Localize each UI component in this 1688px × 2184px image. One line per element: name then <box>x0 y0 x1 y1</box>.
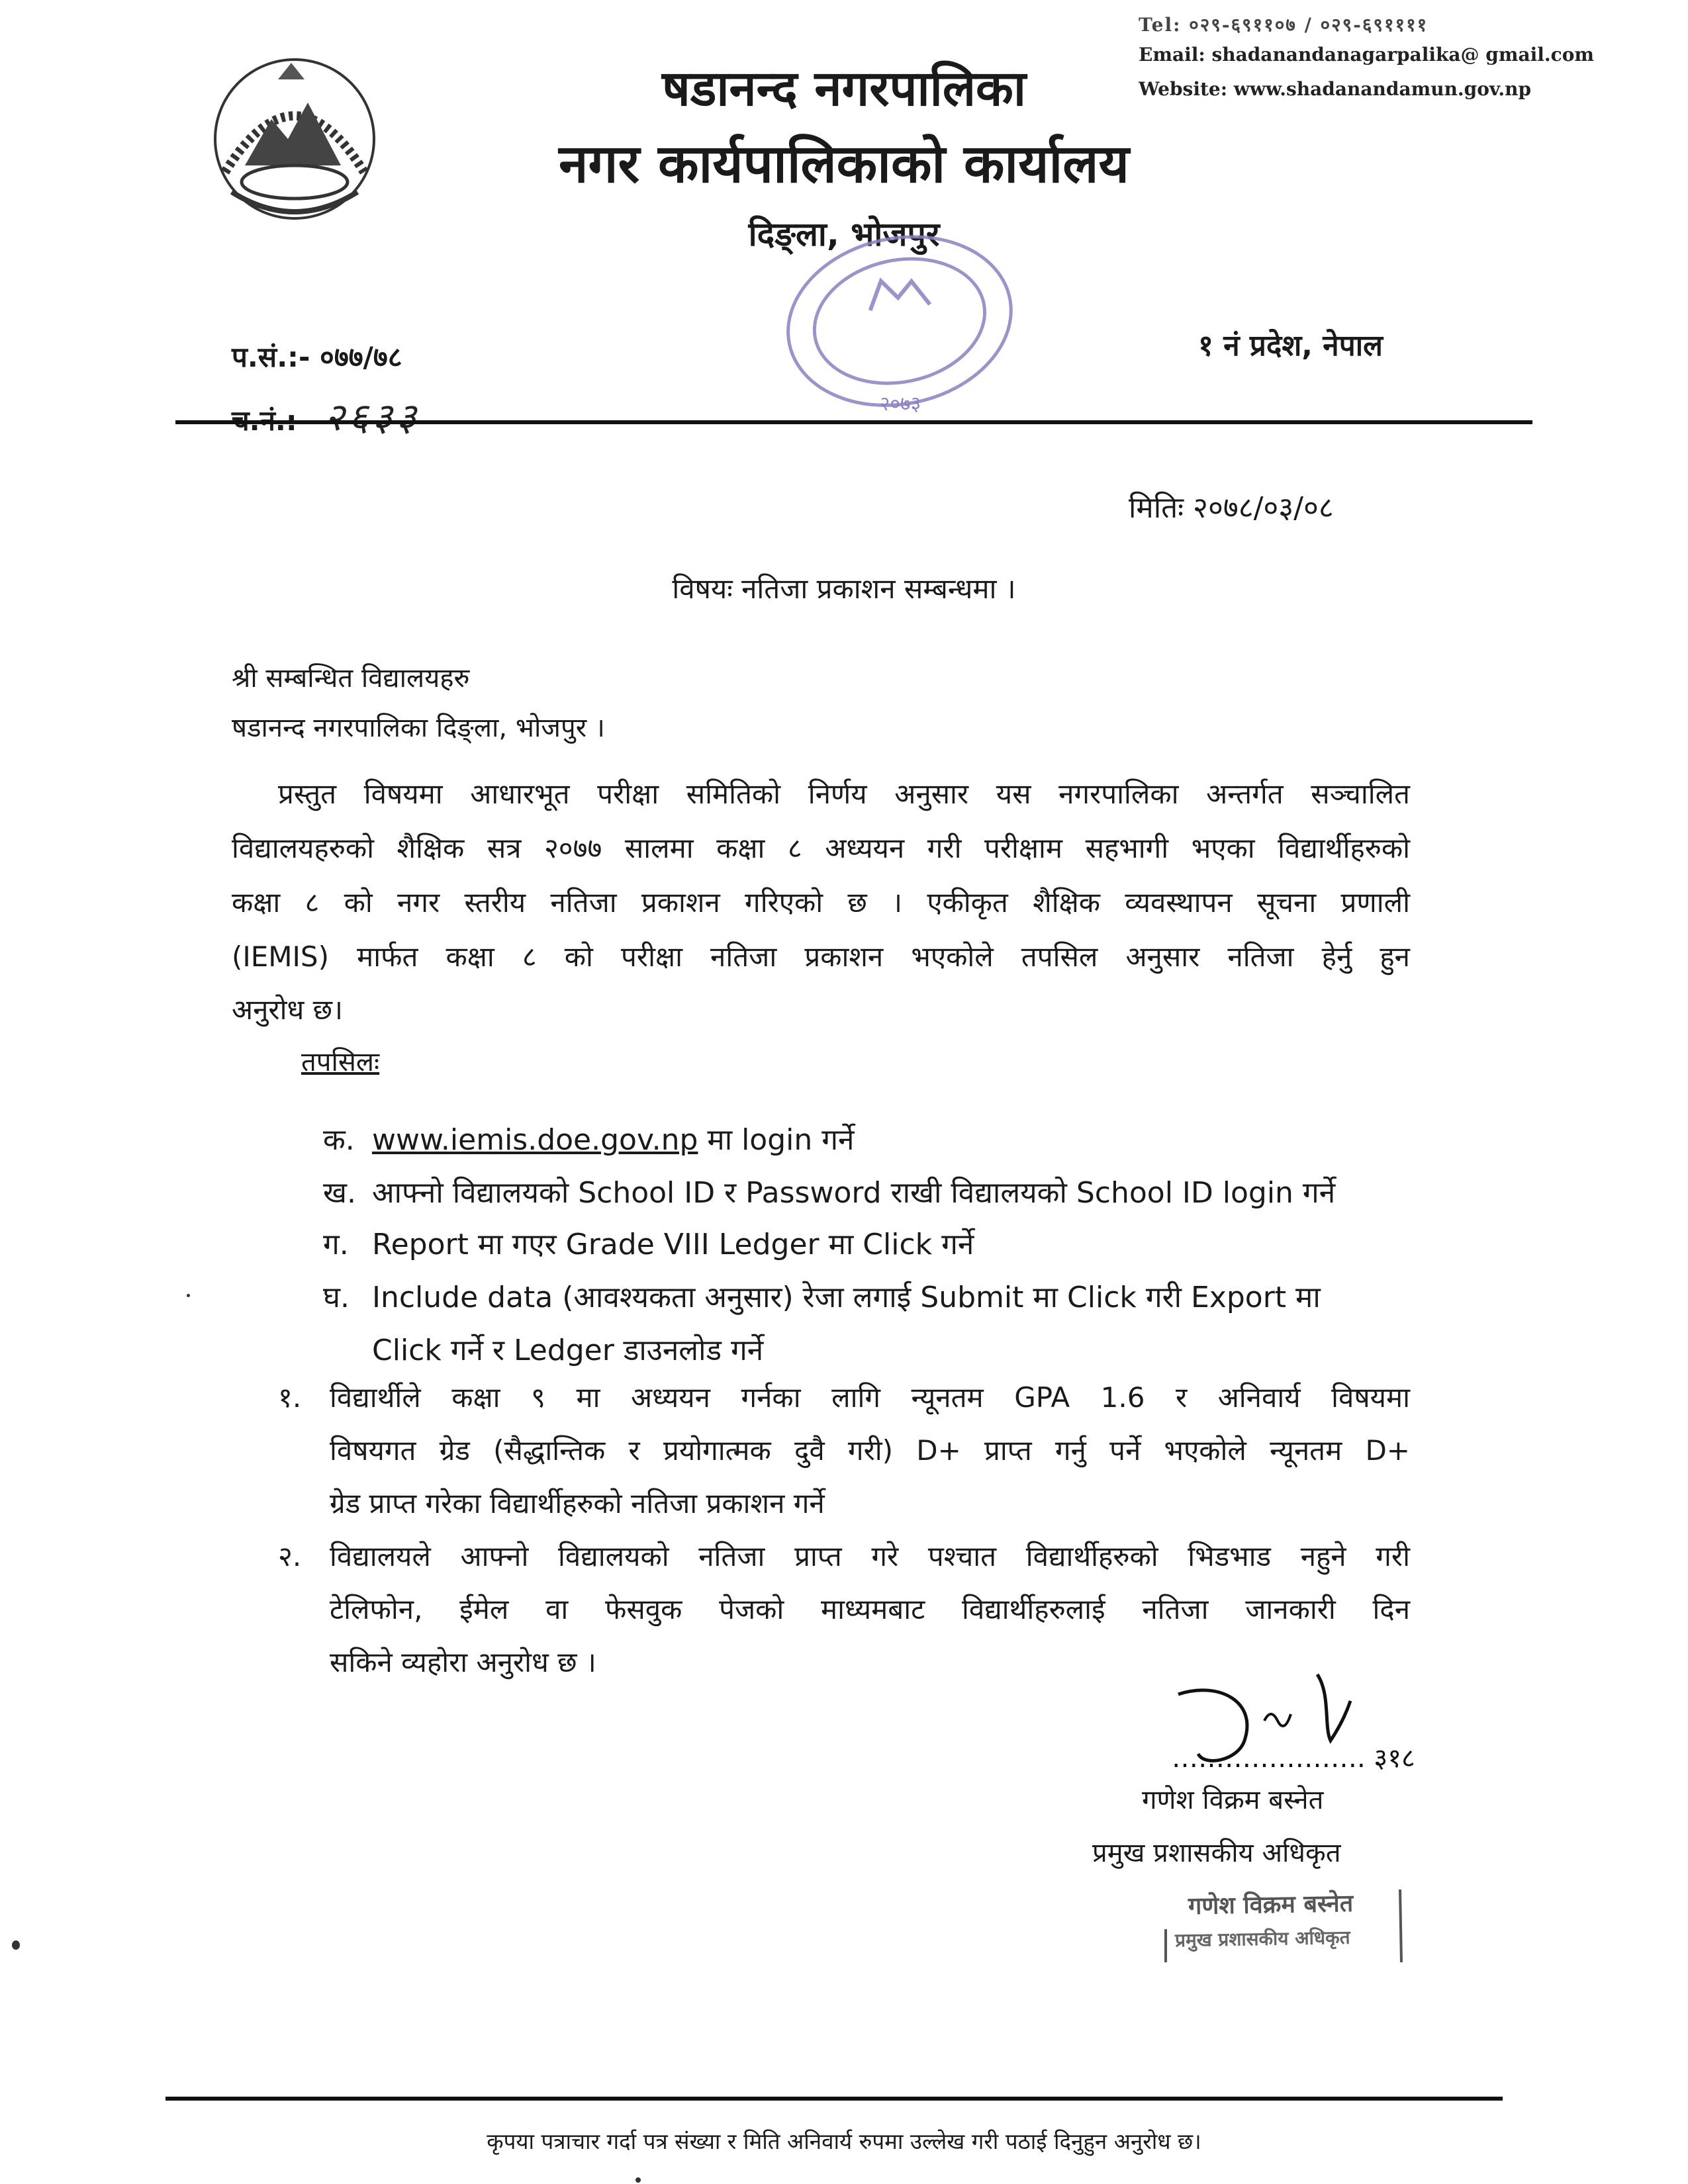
step-item <box>323 1276 1321 1316</box>
scan-speck <box>187 1294 190 1297</box>
numbered-marker: १. <box>278 1381 302 1414</box>
step-text: मा login गर्ने <box>698 1123 855 1157</box>
step-marker: ग. <box>323 1228 349 1261</box>
seal-title-text: प्रमुख प्रशासकीय अधिकृत <box>1174 1926 1350 1952</box>
step-text: Report मा गएर Grade VIII Ledger मा Click गर्ने <box>372 1228 974 1261</box>
dispatch-number <box>232 389 420 441</box>
numbered-marker: २. <box>278 1540 302 1572</box>
footer-divider <box>165 2097 1503 2101</box>
details-heading: तपसिलः <box>301 1047 380 1077</box>
step-text-continued: Click गर्ने र Ledger डाउनलोड गर्ने <box>372 1334 764 1367</box>
numbered-item-line <box>278 1378 1410 1416</box>
numbered-item-line: ग्रेड प्राप्त गरेका विद्यार्थीहरुको नतिजा प्रकाशन गर्ने <box>330 1487 825 1520</box>
office-location: दिङ्ला, भोजपुर <box>748 215 940 253</box>
stamp-number: २०७३ <box>879 392 921 416</box>
paragraph-line: कक्षा ८ को नगर स्तरीय नतिजा प्रकाशन गरिएको छ । एकीकृत शैक्षिक व्यवस्थापन सूचना प्रणाली <box>232 886 1410 919</box>
signature-dotted-line: …………………. ३१८ <box>1172 1743 1415 1774</box>
letter-subject: विषयः नतिजा प्रकाशन सम्बन्धमा । <box>672 572 1016 605</box>
office-name: नगर कार्यपालिकाको कार्यालय <box>559 133 1129 195</box>
step-text: Include data (आवश्यकता अनुसार) रेजा लगाई Submit मा Click गरी Export मा <box>372 1281 1321 1314</box>
footer-note: कृपया पत्राचार गर्दा पत्र संख्या र मिति अनिवार्य रुपमा उल्लेख गरी पठाई दिनुहुन अनुरोध छ। <box>487 2128 1201 2154</box>
email-address: Email: shadanandanagarpalika@ gmail.com <box>1139 44 1595 66</box>
step-marker: क. <box>323 1123 355 1157</box>
reference-number: प.सं.:- ०७७/७८ <box>232 341 402 373</box>
numbered-item-line: टेलिफोन, ईमेल वा फेसवुक पेजको माध्यमबाट विद्यार्थीहरुलाई नतिजा जानकारी दिन <box>330 1593 1410 1625</box>
letter-date: मितिः २०७८/०३/०८ <box>1129 491 1334 525</box>
telephone-number: Tel: ०२९-६९११०७ / ०२९-६९११११ <box>1139 14 1429 36</box>
step-item <box>323 1118 854 1158</box>
organization-name: षडानन्द नगरपालिका <box>661 60 1027 117</box>
seal-name-text: गणेश विक्रम बस्नेत <box>1188 1889 1354 1921</box>
numbered-item-line <box>278 1537 1410 1574</box>
signatory-name: गणेश विक्रम बस्नेत <box>1142 1785 1324 1815</box>
dispatch-number-handwritten: २६३३ <box>324 394 420 439</box>
dispatch-number-label: च.नं.:- <box>232 404 309 437</box>
scan-speck <box>12 1940 20 1950</box>
step-text: आफ्नो विद्यालयको School ID र Password राखी विद्यालयको School ID login गर्ने <box>372 1176 1336 1210</box>
website-address: Website: www.shadanandamun.gov.np <box>1139 78 1532 100</box>
numbered-item-line: सकिने व्यहोरा अनुरोध छ । <box>330 1646 596 1678</box>
step-item <box>323 1223 974 1263</box>
paragraph-line: प्रस्तुत विषयमा आधारभूत परीक्षा समितिको निर्णय अनुसार यस नगरपालिका अन्तर्गत सञ्चालित <box>278 778 1410 810</box>
recipient-line-2: षडानन्द नगरपालिका दिङ्ला, भोजपुर । <box>232 713 605 743</box>
paragraph-line: (IEMIS) मार्फत कक्षा ८ को परीक्षा नतिजा प्रकाशन भएकोले तपसिल अनुसार नतिजा हेर्नु हुन <box>232 940 1410 973</box>
numbered-text: विद्यालयले आफ्नो विद्यालयको नतिजा प्राप्त गरे पश्चात विद्यार्थीहरुको भिडभाड नहुने गरी <box>330 1540 1410 1572</box>
step-item <box>323 1171 1335 1211</box>
step-marker: घ. <box>323 1281 350 1314</box>
step-marker: ख. <box>323 1176 356 1210</box>
numbered-text: विद्यार्थीले कक्षा ९ मा अध्ययन गर्नका लागि न्यूनतम GPA 1.6 र अनिवार्य विषयमा <box>330 1381 1410 1414</box>
province-label: १ नं प्रदेश, नेपाल <box>1198 329 1383 363</box>
header-divider <box>175 420 1532 424</box>
numbered-item-line: विषयगत ग्रेड (सैद्धान्तिक र प्रयोगात्मक दुवै गरी) D+ प्राप्त गर्नु पर्ने भएकोले न्यूनतम D+ <box>330 1434 1410 1467</box>
signatory-title: प्रमुख प्रशासकीय अधिकृत <box>1092 1838 1341 1868</box>
paragraph-line: विद्यालयहरुको शैक्षिक सत्र २०७७ सालमा कक्षा ८ अध्ययन गरी परीक्षाम सहभागी भएका विद्यार्थीहरुको <box>232 832 1410 864</box>
recipient-line-1: श्री सम्बन्धित विद्यालयहरु <box>232 663 470 694</box>
scan-speck <box>635 2177 641 2183</box>
iemis-link: www.iemis.doe.gov.np <box>372 1123 698 1157</box>
office-stamp <box>768 225 1033 424</box>
paragraph-line: अनुरोध छ। <box>232 993 343 1026</box>
